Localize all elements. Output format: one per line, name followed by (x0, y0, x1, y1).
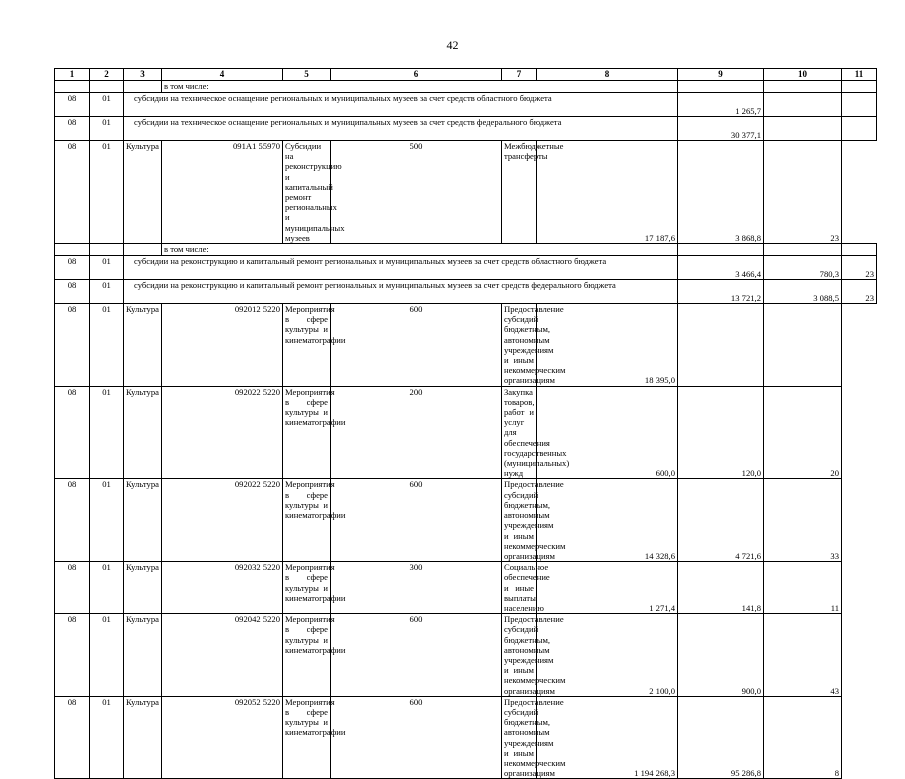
column-number: 6 (331, 69, 502, 81)
amount-col11: 23 (764, 141, 842, 244)
column-number: 5 (283, 69, 331, 81)
amount-col10: 120,0 (678, 386, 764, 479)
subsection-code: 01 (90, 696, 124, 779)
expense-purpose: Мероприятия в сфере культуры и кинематографии (283, 304, 331, 387)
amount-col11: 8 (764, 696, 842, 779)
table-row (55, 304, 877, 387)
amount-col11: 33 (764, 479, 842, 562)
expense-type-code: 600 (331, 479, 502, 562)
subsection-code: 01 (90, 280, 124, 304)
column-number: 2 (90, 69, 124, 81)
column-number: 9 (678, 69, 764, 81)
target-code: 092032 5220 (162, 562, 283, 614)
amount-col10: 141,8 (678, 562, 764, 614)
amount-col10: 95 286,8 (678, 696, 764, 779)
expense-type-name: Предоставление субсидий бюджетным, автономным учреждениям и иным некоммерческим организациям (502, 304, 537, 387)
target-code: 092012 5220 (162, 304, 283, 387)
section-code: 08 (55, 614, 90, 697)
in-that-number-label: в том числе: (162, 244, 678, 256)
expense-purpose: Мероприятия в сфере культуры и кинематографии (283, 562, 331, 614)
subsection-code: 01 (90, 479, 124, 562)
budget-table (54, 68, 877, 779)
table-row (55, 562, 877, 614)
section-name: Культура (124, 479, 162, 562)
amount-col10: 3 868,8 (678, 141, 764, 244)
amount-col9: 17 187,6 (537, 141, 678, 244)
expense-purpose: Мероприятия в сфере культуры и кинематографии (283, 696, 331, 779)
subsection-code: 01 (90, 304, 124, 387)
amount-col10: 4 721,6 (678, 479, 764, 562)
amount-col11: 11 (764, 562, 842, 614)
expense-type-name: Закупка товаров, работ и услуг для обеспечения государственных (муниципальных) нужд (502, 386, 537, 479)
row-description: субсидии на техническое оснащение региональных и муниципальных музеев за счет средств областного бюджета (124, 93, 678, 117)
section-code: 08 (55, 141, 90, 244)
expense-type-code: 600 (331, 696, 502, 779)
in-that-number-row (55, 244, 877, 256)
section-code: 08 (55, 562, 90, 614)
amount-col9: 3 466,4 (678, 256, 764, 280)
amount-col9: 13 721,2 (678, 280, 764, 304)
expense-type-code: 600 (331, 304, 502, 387)
amount-col10 (678, 304, 764, 387)
section-code: 08 (55, 256, 90, 280)
subsection-code: 01 (90, 141, 124, 244)
section-code: 08 (55, 117, 90, 141)
table-row (55, 386, 877, 479)
section-code: 08 (55, 696, 90, 779)
amount-col11: 20 (764, 386, 842, 479)
amount-col9: 14 328,6 (537, 479, 678, 562)
amount-col9: 1 265,7 (678, 93, 764, 117)
section-name: Культура (124, 386, 162, 479)
amount-col11 (842, 117, 877, 141)
column-number: 11 (842, 69, 877, 81)
expense-type-name: Предоставление субсидий бюджетным, автономным учреждениям и иным некоммерческим организациям (502, 479, 537, 562)
row-description: субсидии на реконструкцию и капитальный ремонт региональных и муниципальных музеев за счет средств областного бюджета (124, 256, 678, 280)
amount-col11 (842, 93, 877, 117)
table-row (55, 141, 877, 244)
expense-type-name: Предоставление субсидий бюджетным, автономным учреждениям и иным некоммерческим организациям (502, 696, 537, 779)
amount-col9: 2 100,0 (537, 614, 678, 697)
amount-col10 (764, 117, 842, 141)
column-number: 1 (55, 69, 90, 81)
amount-col9: 30 377,1 (678, 117, 764, 141)
amount-col9: 18 395,0 (537, 304, 678, 387)
target-code: 092042 5220 (162, 614, 283, 697)
section-name: Культура (124, 696, 162, 779)
target-code: 091А1 55970 (162, 141, 283, 244)
section-code: 08 (55, 479, 90, 562)
table-row (55, 696, 877, 779)
column-number-row (55, 69, 877, 81)
amount-col11: 43 (764, 614, 842, 697)
table-row (55, 614, 877, 697)
section-code: 08 (55, 93, 90, 117)
column-number: 3 (124, 69, 162, 81)
table-row (55, 479, 877, 562)
amount-col10: 900,0 (678, 614, 764, 697)
expense-purpose: Мероприятия в сфере культуры и кинематографии (283, 479, 331, 562)
column-number: 10 (764, 69, 842, 81)
in-that-number-row (55, 81, 877, 93)
page-number: 42 (446, 38, 459, 52)
expense-purpose: Мероприятия в сфере культуры и кинематографии (283, 386, 331, 479)
amount-col11: 23 (842, 256, 877, 280)
table-row (55, 93, 877, 117)
section-code: 08 (55, 304, 90, 387)
expense-type-name: Социальное обеспечение и иные выплаты населению (502, 562, 537, 614)
subsection-code: 01 (90, 562, 124, 614)
amount-col9: 1 194 268,3 (537, 696, 678, 779)
expense-type-name: Межбюджетные трансферты (502, 141, 537, 244)
row-description: субсидии на реконструкцию и капитальный ремонт региональных и муниципальных музеев за счет средств федерального бюджета (124, 280, 678, 304)
subsection-code: 01 (90, 614, 124, 697)
expense-purpose: Субсидии на реконструкцию и капитальный ремонт региональных и муниципальных музеев (283, 141, 331, 244)
section-name: Культура (124, 304, 162, 387)
subsection-code: 01 (90, 117, 124, 141)
table-row (55, 117, 877, 141)
target-code: 092052 5220 (162, 696, 283, 779)
expense-type-code: 200 (331, 386, 502, 479)
section-name: Культура (124, 562, 162, 614)
expense-purpose: Мероприятия в сфере культуры и кинематографии (283, 614, 331, 697)
amount-col9: 1 271,4 (537, 562, 678, 614)
section-name: Культура (124, 141, 162, 244)
in-that-number-label: в том числе: (162, 81, 678, 93)
expense-type-code: 600 (331, 614, 502, 697)
amount-col10: 3 088,5 (764, 280, 842, 304)
row-description: субсидии на техническое оснащение региональных и муниципальных музеев за счет средств федерального бюджета (124, 117, 678, 141)
subsection-code: 01 (90, 386, 124, 479)
subsection-code: 01 (90, 256, 124, 280)
section-code: 08 (55, 280, 90, 304)
amount-col11: 23 (842, 280, 877, 304)
section-code: 08 (55, 386, 90, 479)
subsection-code: 01 (90, 93, 124, 117)
expense-type-code: 500 (331, 141, 502, 244)
column-number: 4 (162, 69, 283, 81)
amount-col10: 780,3 (764, 256, 842, 280)
amount-col9: 600,0 (537, 386, 678, 479)
column-number: 8 (537, 69, 678, 81)
column-number: 7 (502, 69, 537, 81)
amount-col10 (764, 93, 842, 117)
target-code: 092022 5220 (162, 479, 283, 562)
table-row (55, 280, 877, 304)
target-code: 092022 5220 (162, 386, 283, 479)
expense-type-name: Предоставление субсидий бюджетным, автономным учреждениям и иным некоммерческим организациям (502, 614, 537, 697)
expense-type-code: 300 (331, 562, 502, 614)
section-name: Культура (124, 614, 162, 697)
amount-col11 (764, 304, 842, 387)
table-row (55, 256, 877, 280)
